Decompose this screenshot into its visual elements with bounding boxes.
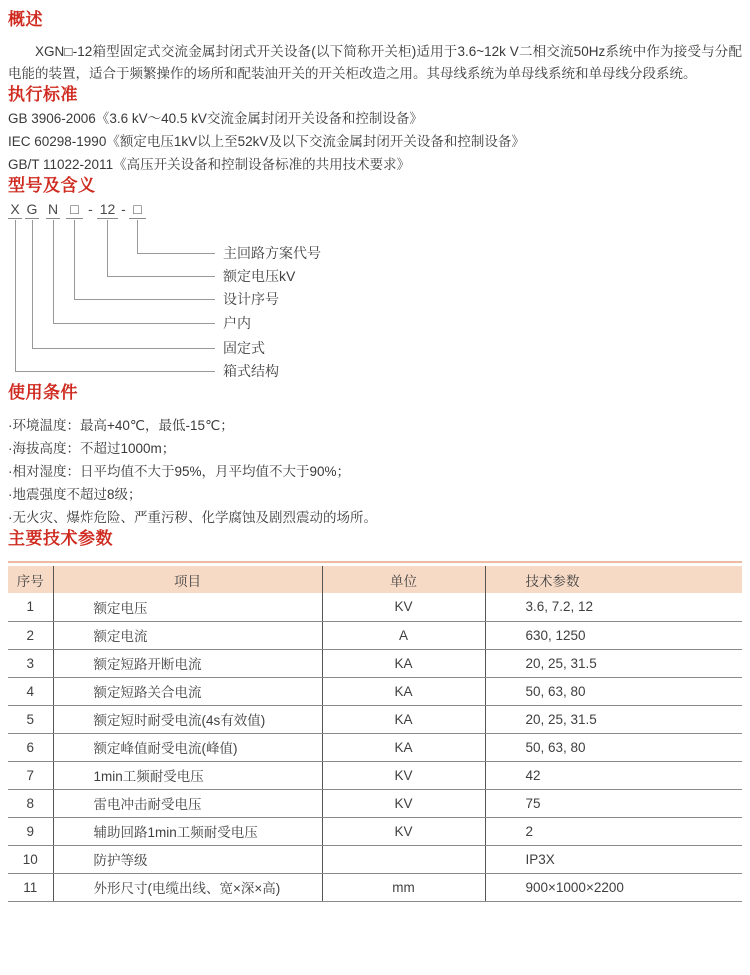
model-code-part: □ — [66, 201, 83, 219]
cell-item: 额定短时耐受电流(4s有效值) — [53, 705, 322, 733]
cell-serial: 7 — [8, 761, 53, 789]
table-row — [8, 705, 742, 733]
cell-unit: A — [322, 621, 485, 649]
cell-serial: 4 — [8, 677, 53, 705]
table-accent-line — [8, 561, 742, 563]
cell-unit — [322, 845, 485, 873]
cell-value: 42 — [485, 761, 742, 789]
cell-serial: 5 — [8, 705, 53, 733]
cell-unit: KV — [322, 789, 485, 817]
section-heading-conditions: 使用条件 — [8, 383, 78, 402]
model-code-part: □ — [129, 201, 146, 219]
connector-line — [107, 220, 108, 276]
cell-value: 75 — [485, 789, 742, 817]
model-code-part: X — [8, 201, 22, 219]
condition-item: ·无火灾、爆炸危险、严重污秽、化学腐蚀及剧烈震动的场所。 — [8, 510, 377, 525]
cell-value: 50, 63, 80 — [485, 677, 742, 705]
cell-serial: 1 — [8, 593, 53, 621]
model-label: 户内 — [223, 315, 251, 331]
model-code-part: N — [47, 201, 59, 217]
cell-value: 2 — [485, 817, 742, 845]
section-heading-parameters: 主要技术参数 — [8, 529, 113, 548]
standard-item: GB/T 11022-2011《高压开关设备和控制设备标准的共用技术要求》 — [8, 157, 411, 172]
model-label: 设计序号 — [223, 291, 279, 307]
connector-line — [74, 299, 215, 300]
connector-line — [74, 220, 75, 299]
cell-unit: KV — [322, 593, 485, 621]
model-label: 主回路方案代号 — [223, 245, 321, 261]
table-row — [8, 873, 742, 901]
cell-item: 防护等级 — [53, 845, 322, 873]
model-code-separator: - — [88, 201, 93, 217]
column-header-value: 技术参数 — [485, 566, 742, 593]
conditions-list — [8, 414, 742, 529]
table-row — [8, 621, 742, 649]
table-row — [8, 593, 742, 621]
cell-item: 额定短路开断电流 — [53, 649, 322, 677]
connector-line — [53, 323, 215, 324]
cell-serial: 3 — [8, 649, 53, 677]
condition-item: ·环境温度：最高+40℃，最低-15℃； — [8, 418, 234, 433]
cell-unit: KV — [322, 817, 485, 845]
connector-line — [32, 220, 33, 348]
column-header-item: 项目 — [53, 566, 322, 593]
model-code-part: 12 — [97, 201, 118, 219]
connector-line — [15, 371, 215, 372]
cell-unit: KA — [322, 677, 485, 705]
cell-unit: KA — [322, 649, 485, 677]
cell-serial: 2 — [8, 621, 53, 649]
cell-unit: KA — [322, 705, 485, 733]
cell-value: IP3X — [485, 845, 742, 873]
connector-line — [15, 220, 16, 371]
cell-item: 额定电流 — [53, 621, 322, 649]
column-header-unit: 单位 — [322, 566, 485, 593]
standards-list — [8, 107, 742, 176]
connector-line — [107, 276, 215, 277]
overview-paragraph: XGN□-12箱型固定式交流金属封闭式开关设备(以下简称开关柜)适用于3.6~12k V二相交流50Hz系统中作为接受与分配电能的装置，适合于频繁操作的场所和配装油开关的开关柜改造之用。其母线系统为单母线系统和单母线分段系统。 — [8, 44, 742, 81]
model-label: 额定电压kV — [223, 268, 296, 284]
cell-unit: KV — [322, 761, 485, 789]
cell-unit: KA — [322, 733, 485, 761]
cell-value: 20, 25, 31.5 — [485, 705, 742, 733]
connector-line — [53, 220, 54, 323]
cell-value: 3.6, 7.2, 12 — [485, 593, 742, 621]
model-designation-diagram — [8, 201, 742, 383]
cell-item: 外形尺寸(电缆出线、宽×深×高) — [53, 873, 322, 901]
table-row — [8, 817, 742, 845]
condition-item: ·海拔高度：不超过1000m； — [8, 441, 176, 456]
cell-item: 1min工频耐受电压 — [53, 761, 322, 789]
section-heading-overview: 概述 — [8, 10, 43, 29]
section-heading-model: 型号及含义 — [8, 176, 96, 195]
table-row — [8, 845, 742, 873]
table-row — [8, 677, 742, 705]
cell-serial: 6 — [8, 733, 53, 761]
cell-item: 额定短路关合电流 — [53, 677, 322, 705]
standard-item: IEC 60298-1990《额定电压1kV以上至52kV及以下交流金属封闭开关设备和控制设备》 — [8, 134, 525, 149]
cell-unit: mm — [322, 873, 485, 901]
connector-line — [137, 253, 215, 254]
cell-value: 50, 63, 80 — [485, 733, 742, 761]
model-label: 箱式结构 — [223, 363, 279, 379]
model-code-part: G — [26, 201, 38, 217]
model-code-separator: - — [121, 201, 126, 217]
cell-item: 辅助回路1min工频耐受电压 — [53, 817, 322, 845]
connector-line — [32, 348, 215, 349]
cell-item: 额定峰值耐受电流(峰值) — [53, 733, 322, 761]
standard-item: GB 3906-2006《3.6 kV～40.5 kV交流金属封闭开关设备和控制设备》 — [8, 111, 423, 126]
table-header-row — [8, 566, 742, 593]
cell-serial: 8 — [8, 789, 53, 817]
cell-value: 20, 25, 31.5 — [485, 649, 742, 677]
cell-value: 630, 1250 — [485, 621, 742, 649]
cell-serial: 9 — [8, 817, 53, 845]
parameters-table — [8, 566, 742, 902]
cell-item: 额定电压 — [53, 593, 322, 621]
table-row — [8, 761, 742, 789]
cell-item: 雷电冲击耐受电压 — [53, 789, 322, 817]
cell-serial: 10 — [8, 845, 53, 873]
table-row — [8, 789, 742, 817]
model-label: 固定式 — [223, 340, 265, 356]
column-header-serial: 序号 — [8, 566, 53, 593]
table-row — [8, 649, 742, 677]
section-heading-standards: 执行标准 — [8, 85, 78, 104]
cell-serial: 11 — [8, 873, 53, 901]
condition-item: ·相对湿度：日平均值不大于95%，月平均值不大于90%； — [8, 464, 351, 479]
cell-value: 900×1000×2200 — [485, 873, 742, 901]
table-row — [8, 733, 742, 761]
connector-line — [137, 220, 138, 253]
condition-item: ·地震强度不超过8级； — [8, 487, 142, 502]
